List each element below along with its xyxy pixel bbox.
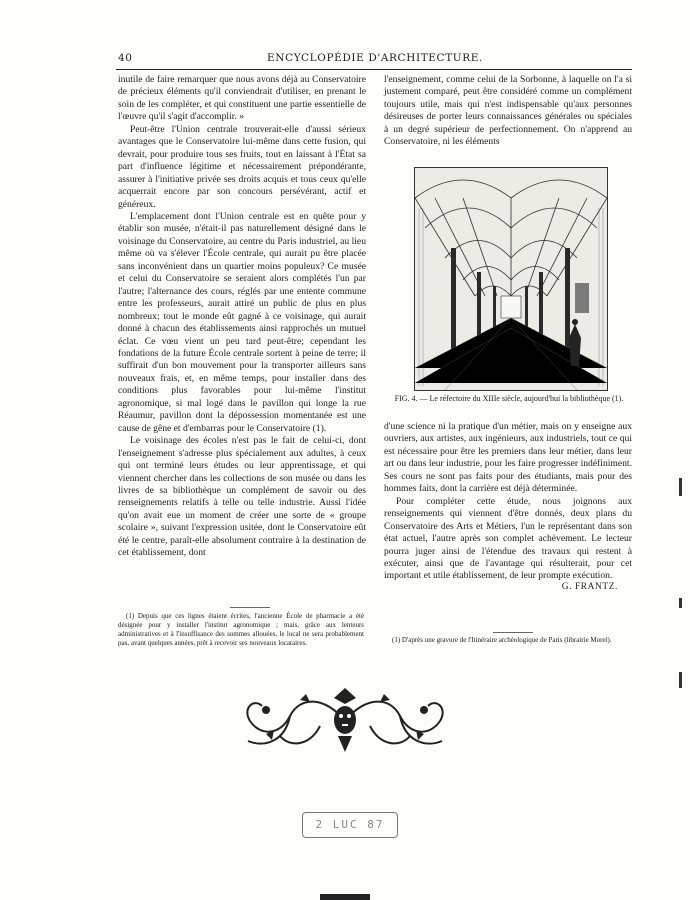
paragraph: Peut-être l'Union centrale trouverait-elle d'aussi sérieux avantages que le Conservatoire lui-même dans cette fusion, qui devrait, pour produire tous ses fruits, tout en laissant à l'État sa part d'influence légitime et nécessairement prépondérante, assurer à l'initiative privée ses droits acquis et tous ceux qu'elle acquerrait encore par son concours persévérant, actif et généreux. [118, 123, 366, 210]
paragraph: L'emplacement dont l'Union centrale est en quête pour y établir son musée, n'était-il pas naturellement désigné dans le voisinage du Conservatoire, au centre du Paris industriel, au lieu même où va s'élever l'École centrale, qui aurait pu être placée sans inconvénient dans un quartier moins populeux? Ce musée et celui du Conservatoire se seraient alors complétés l'un par l'autre; l'alternance des cours, réglés par une entente commune entre les professeurs, aurait attiré un public de plus en plus nombreux; tout le monde eût gagné à ce voisinage, qui aurait donné à chacun des établissements ainsi rapprochés un mutuel éclat. Ce vœu vient un peu tard peut-être; cependant les fondations de la future École centrale sortent à peine de terre; il suffirait d'un bon mouvement pour la transporter ailleurs sans nouveaux frais, et, en même temps, pour installer dans des conditions plus favorables pour lui-même l'institut agronomique, si mal logé dans le pavillon qui longe la rue Réaumur, pavillon dont la dépossession momentanée est une cause de gêne et d'embarras pour le Conservatoire (1). [118, 210, 366, 434]
footnote-right [384, 636, 630, 645]
figure-label: FIG. 4. [394, 394, 418, 403]
bottom-scan-mark [320, 894, 370, 900]
right-column [384, 74, 632, 149]
footnote-rule [493, 632, 533, 633]
library-stamp [302, 812, 398, 838]
figure-caption-text: — Le réfectoire du XIIIe siècle, aujourd'hui la bibliothèque (1). [419, 394, 624, 403]
footnote-text: (1) D'après une gravure de l'Itinéraire archéologique de Paris (librairie Morel). [392, 636, 612, 644]
paragraph: Pour compléter cette étude, nous joignons aux renseignements qui viennent d'être donnés, deux plans du Conservatoire des Arts et Métiers, l'un le représentant dans son état actuel, l'autre après son complet achèvement. Le lecteur pourra juger ainsi de l'étendue des travaux qui restent à exécuter, ainsi que de l'avantage qui résulterait, pour cet important et utile établissement, de leur prompte exécution. [384, 495, 632, 582]
footnote-rule [230, 607, 270, 608]
refectory-engraving [414, 167, 608, 391]
decorative-vignette [230, 686, 460, 756]
right-column-continued [384, 421, 632, 583]
edge-mark [679, 478, 682, 496]
figure-caption [384, 394, 634, 403]
footnote-left [118, 612, 364, 648]
page-header [118, 52, 632, 68]
paragraph: l'enseignement, comme celui de la Sorbonne, à laquelle on l'a si justement comparé, peut être considéré comme un complément toujours utile, mais qui n'est indispensable qu'aux personnes désireuses de porter leurs connaissances générales ou spéciales à un degré supérieur de perfectionnement. On n'apprend au Conservatoire, ni les éléments [384, 74, 632, 148]
footnote-text: (1) Depuis que ces lignes étaient écrites, l'ancienne École de pharmacie a été désignée pour y installer l'institut agronomique ; mais, grâce aux lenteurs administratives et à l'insuffisance des sommes allouées, le local ne sera probablement pas, avant quelques années, prêt à recevoir ses nouveaux locataires. [118, 612, 364, 647]
running-title: ENCYCLOPÉDIE D'ARCHITECTURE. [267, 52, 483, 64]
paragraph: inutile de faire remarquer que nous avons déjà au Conservatoire de précieux éléments qu'il conviendrait d'utiliser, en prenant le soin de les compléter, et qui constituent une partie essentielle de l'œuvre qu'il s'agit d'accomplir. » [118, 74, 366, 123]
left-column [118, 74, 366, 560]
edge-mark [679, 672, 682, 688]
stamp-text: 2 LUC 87 [315, 818, 385, 831]
edge-mark [679, 598, 682, 608]
page-number: 40 [118, 52, 133, 64]
foliage-ornament-icon [230, 686, 460, 756]
gothic-hall-illustration [415, 168, 607, 390]
paragraph: d'une science ni la pratique d'un métier, mais on y enseigne aux ouvriers, aux artistes, aux ingénieurs, aux industriels, tout ce qui est nécessaire pour être les premiers dans leur métier, dans leur art ou dans leur industrie, pour les faire progresser indéfiniment. Ses cours ne sont pas faits pour des étudiants, mais pour des hommes faits, dont la carrière est déjà déterminée. [384, 421, 632, 495]
paragraph: Le voisinage des écoles n'est pas le fait de celui-ci, dont l'enseignement s'adresse plus spécialement aux adultes, à ceux qui ont terminé leurs études ou leur apprentissage, et qui viennent chercher dans les collections de son musée ou dans les livres de sa bibliothèque un complément de savoir ou des renseignements relatifs à telle ou telle industrie. Aussi l'idée qu'on avait eue un moment de créer une sorte de « groupe scolaire », suivant l'expression usitée, dont le Conservatoire eût été le centre, paraît-elle absolument contraire à la destination de cet établissement, dont [118, 435, 366, 559]
header-rule [116, 69, 632, 70]
author-signature: G. FRANTZ. [561, 582, 618, 592]
